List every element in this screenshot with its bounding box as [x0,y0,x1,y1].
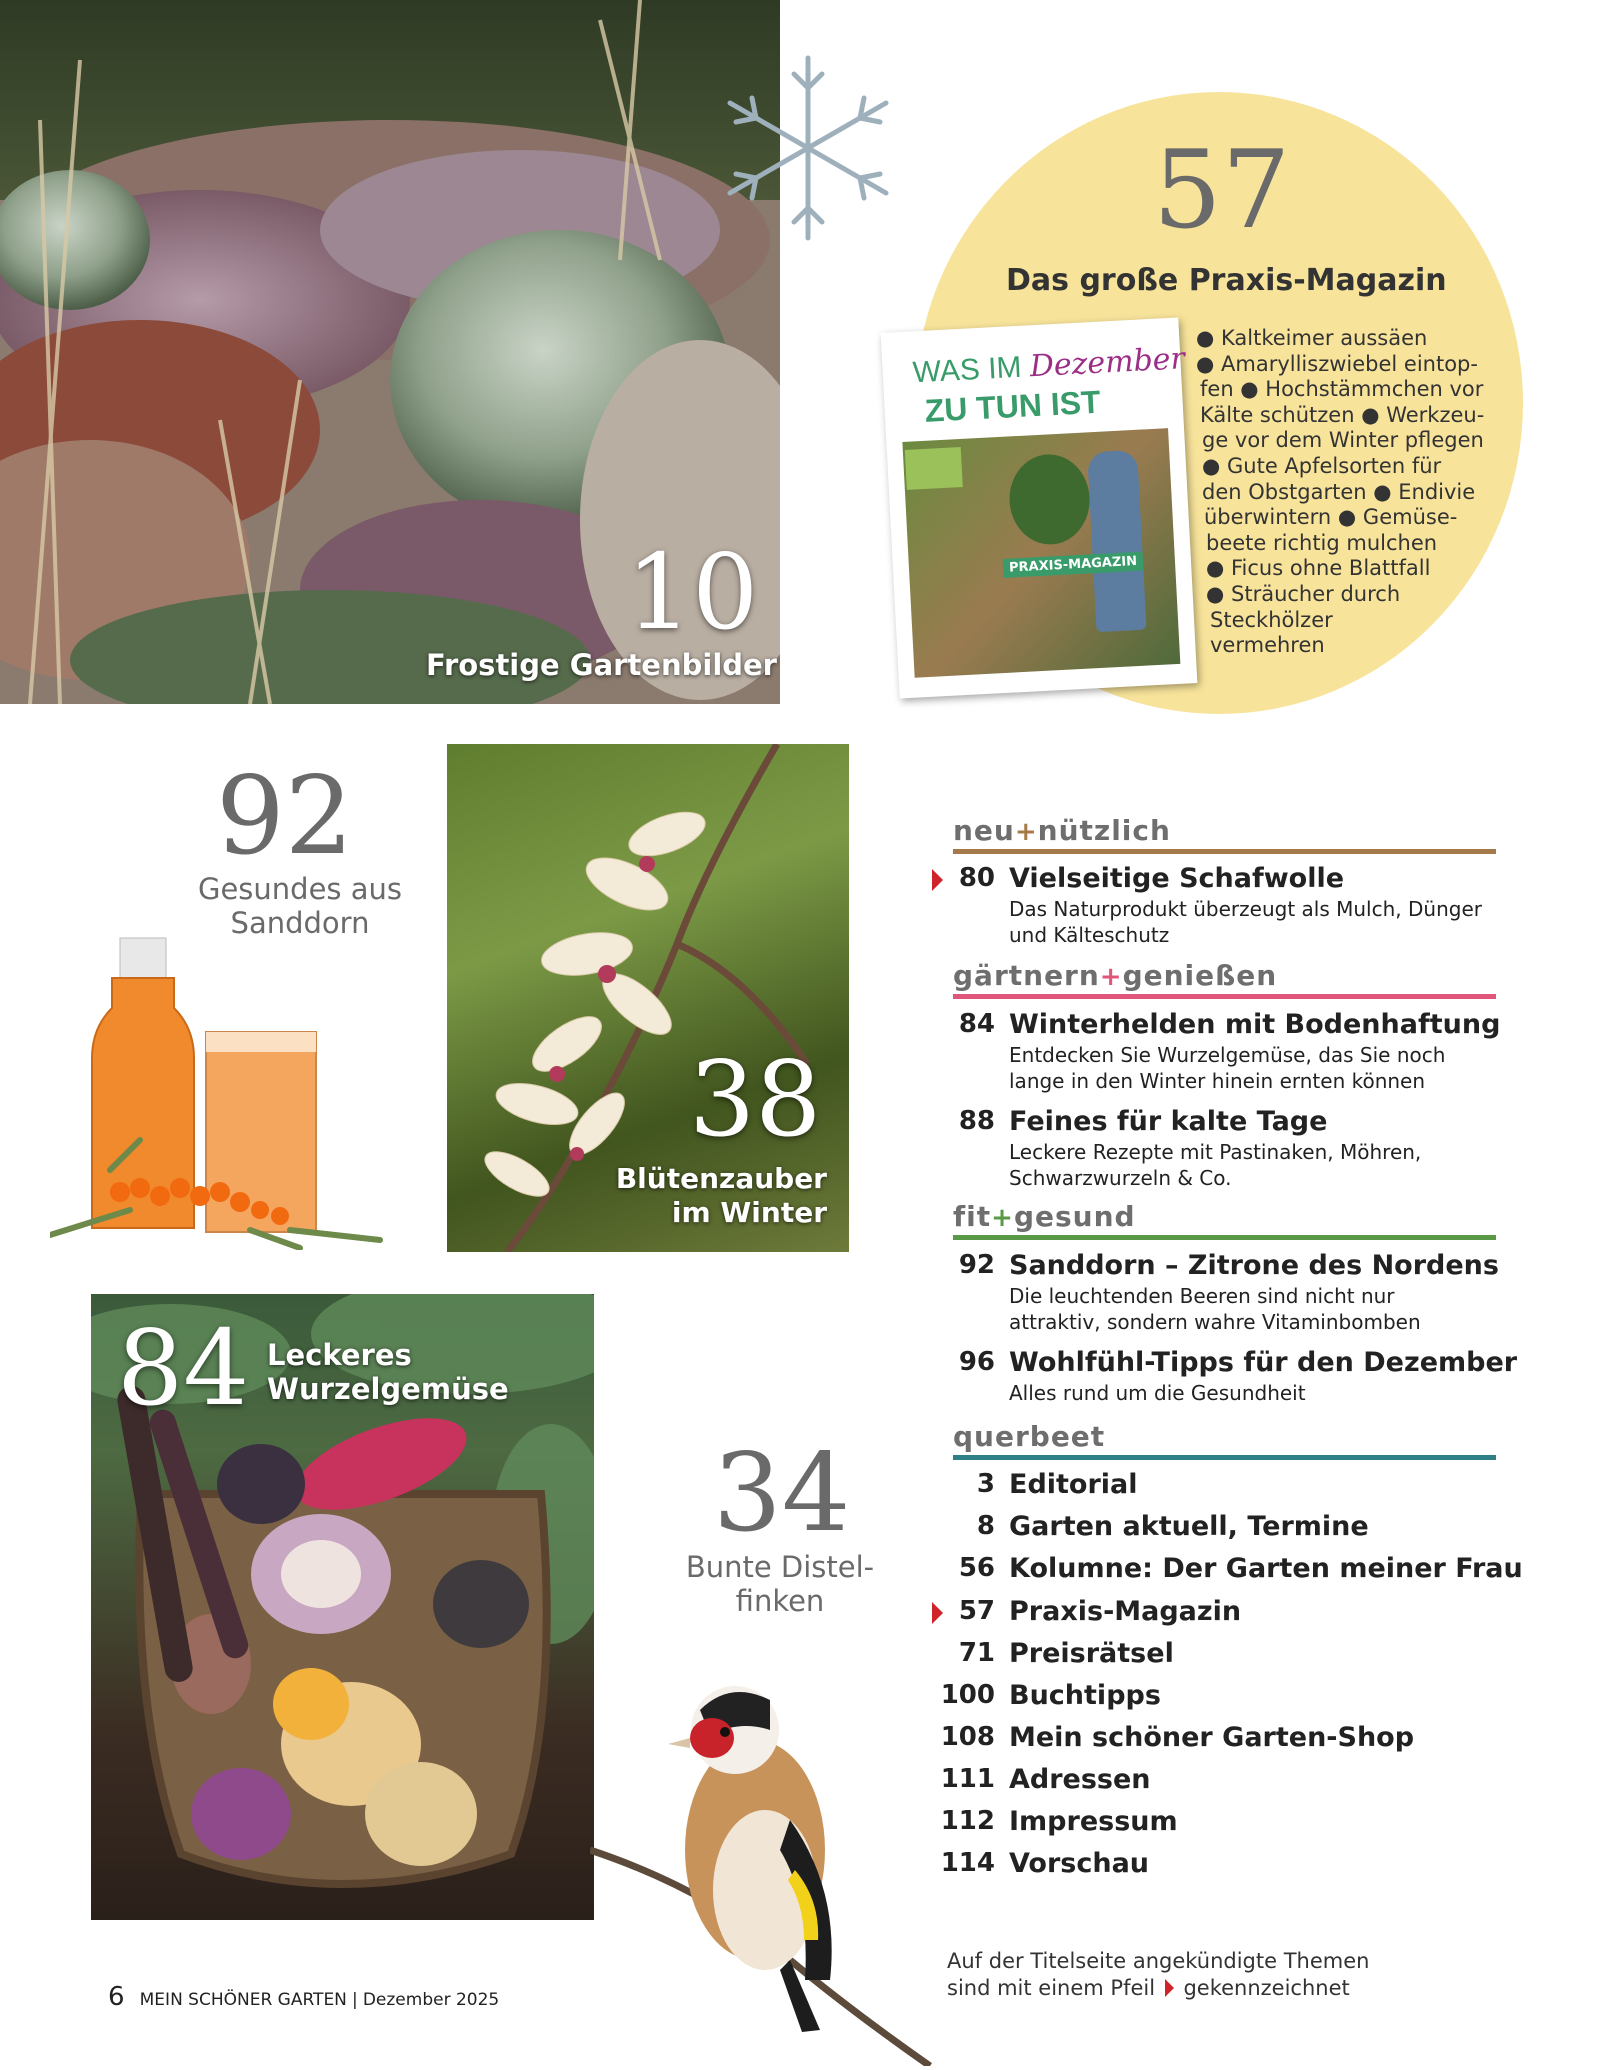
toc-entry-page: 92 [958,1250,995,1280]
toc-entry-page: 56 [958,1553,995,1583]
toc-entry-title: Vorschau [1009,1848,1150,1879]
frost-feature-caption: Frostige Gartenbilder [426,648,777,682]
toc-entry-57[interactable] [940,1596,1510,1630]
toc-entry-title: Vielseitige Schafwolle [1009,863,1345,894]
sanddorn-caption-line1: Gesundes aus [197,872,403,906]
page-number: 6 [108,1982,125,2012]
footer-separator: | [352,1990,358,2010]
praxis-bullet-line: ● Amarylliszwiebel eintop- [1196,351,1478,376]
praxis-bullet-line: beete richtig mulchen [1206,530,1438,555]
toc-entry-page: 88 [958,1106,995,1136]
section-title-plus: + [991,1203,1014,1233]
toc-entry-title: Preisrätsel [1009,1638,1174,1669]
toc-entry-description: Entdecken Sie Wurzelgemüse, das Sie noch lange in den Winter hinein ernten können [1009,1043,1446,1093]
praxis-bullet-line: überwintern ● Gemüse- [1204,505,1458,530]
goldfinch-feature-caption [660,1550,900,1618]
toc-entry-111[interactable] [940,1764,1510,1798]
section-title-part: gesund [1013,1200,1136,1233]
praxis-bullet-list [1196,326,1496,659]
toc-entry-page: 84 [958,1009,995,1039]
section-title-part: genießen [1122,959,1278,992]
praxis-feature-heading: Das große Praxis-Magazin [1006,263,1447,298]
toc-entry-8[interactable] [940,1511,1510,1545]
toc-entry-3[interactable] [940,1469,1510,1503]
cover-title-word-dezember: Dezember [1028,341,1186,385]
section-title-plus: + [1014,817,1038,847]
section-title [953,959,1496,992]
goldfinch-caption-line1: Bunte Distel- [685,1550,875,1584]
toc-entry-page: 111 [940,1764,995,1794]
praxis-bullet-line: den Obstgarten ● Endivie [1202,479,1476,504]
section-title [953,814,1496,847]
juice-bottle-illustration [50,930,390,1250]
section-title-part: gärtnern [953,959,1100,992]
toc-entry-56[interactable] [940,1553,1523,1587]
toc-entry-page: 57 [958,1596,995,1626]
sanddorn-feature-number: 92 [216,754,354,879]
toc-entry-80[interactable] [940,863,1510,947]
sanddorn-juice-photo[interactable] [50,930,390,1250]
toc-entry-page: 108 [940,1722,995,1752]
cover-title-line2: ZU TUN IST [923,383,1102,429]
blossom-caption-line2: im Winter [671,1196,827,1229]
toc-entry-description: Alles rund um die Gesundheit [1009,1381,1306,1405]
toc-entry-page: 80 [958,863,995,893]
praxis-bullet-line: ge vor dem Winter pflegen [1202,428,1484,453]
toc-entry-96[interactable] [940,1347,1518,1405]
root-vegetable-photo[interactable] [91,1294,594,1920]
toc-entry-title: Adressen [1009,1764,1151,1795]
toc-entry-description: Das Naturprodukt überzeugt als Mulch, Dünger und Kälteschutz [1009,897,1482,947]
section-header-gaertnern-geniessen [953,959,1496,999]
vegetable-feature-number: 84 [117,1307,250,1429]
toc-entry-title: Kolumne: Der Garten meiner Frau [1009,1553,1523,1584]
cover-topic-arrow-icon [1165,1979,1174,1997]
cover-photo-person [1087,450,1146,632]
cover-badge: PRAXIS-MAGAZIN [1003,552,1144,578]
toc-entry-title: Sanddorn – Zitrone des Nordens [1009,1250,1499,1281]
praxis-magazine-cover[interactable] [881,317,1198,698]
goldfinch-illustration [590,1660,950,2066]
toc-entry-page: 100 [940,1680,995,1710]
toc-entry-84[interactable] [940,1009,1510,1093]
cover-title-word-was-im: WAS IM [911,350,1023,390]
toc-entry-88[interactable] [940,1106,1510,1190]
vegetable-feature-caption [267,1338,509,1406]
toc-entry-page: 71 [958,1638,995,1668]
praxis-bullet-line: fen ● Hochstämmchen vor [1200,377,1484,402]
toc-entry-page: 96 [958,1347,995,1377]
goldfinch-caption-line2: finken [735,1584,825,1618]
praxis-bullet-line: ● Kaltkeimer aussäen [1196,326,1428,350]
section-header-fit-gesund [953,1200,1496,1240]
goldfinch-photo[interactable] [590,1660,950,2066]
frost-garden-photo[interactable] [0,0,780,704]
toc-entry-92[interactable] [940,1250,1510,1334]
toc-entry-description: Leckere Rezepte mit Pastinaken, Möhren, Schwarzwurzeln & Co. [1009,1140,1422,1190]
toc-entry-71[interactable] [940,1638,1510,1672]
praxis-bullet-line: ● Sträucher durch [1206,581,1401,606]
toc-entry-page: 114 [940,1848,995,1878]
toc-entry-114[interactable] [940,1848,1510,1882]
sanddorn-caption-line2: Sanddorn [230,906,370,940]
section-title: querbeet [953,1420,1106,1453]
blossom-feature-number: 38 [689,1038,822,1160]
toc-entry-108[interactable] [940,1722,1510,1756]
section-header-neu-nuetzlich [953,814,1496,854]
toc-entry-page: 112 [940,1806,995,1836]
cover-title-line1 [912,341,1186,390]
praxis-bullet-line: Steckhölzer [1210,607,1333,632]
toc-entry-title: Editorial [1009,1469,1138,1500]
toc-entry-page: 3 [976,1469,995,1499]
magazine-name: MEIN SCHÖNER GARTEN [139,1990,347,2010]
footnote-line2 [947,1975,1369,2002]
praxis-feature-number: 57 [1153,128,1291,253]
winter-blossom-photo[interactable] [447,744,849,1252]
issue-date: Dezember 2025 [362,1990,500,2010]
toc-entry-100[interactable] [940,1680,1510,1714]
snowflake-icon [708,48,908,248]
toc-entry-page: 8 [976,1511,995,1541]
section-divider [953,994,1496,999]
footnote-text: gekennzeichnet [1183,1976,1350,2000]
toc-entry-title: Garten aktuell, Termine [1009,1511,1369,1542]
blossom-caption-line1: Blütenzauber [615,1162,827,1195]
toc-entry-title: Wohlfühl-Tipps für den Dezember [1009,1347,1518,1378]
praxis-bullet-line: ● Gute Apfelsorten für [1202,453,1442,478]
praxis-bullet-line: vermehren [1210,633,1325,658]
toc-entry-title: Buchtipps [1009,1680,1161,1711]
page-footer [108,1982,499,2012]
toc-entry-description: Die leuchtenden Beeren sind nicht nur attraktiv, sondern wahre Vitaminbomben [1009,1284,1421,1334]
section-divider [953,849,1496,854]
cover-green-box [905,447,963,490]
cover-topic-footnote [947,1948,1369,2002]
section-title-part: nützlich [1037,814,1171,847]
praxis-bullet-line: Kälte schützen ● Werkzeu- [1200,402,1485,427]
vegetable-caption-line1: Leckeres [267,1338,412,1372]
toc-entry-112[interactable] [940,1806,1510,1840]
toc-entry-title: Praxis-Magazin [1009,1596,1242,1627]
section-divider [953,1235,1496,1240]
blossom-feature-caption [597,1162,827,1230]
vegetable-caption-line2: Wurzelgemüse [267,1372,509,1406]
section-header-querbeet [953,1420,1496,1460]
footnote-line1: Auf der Titelseite angekündigte Themen [947,1949,1370,1973]
praxis-bullet-line: ● Ficus ohne Blattfall [1206,556,1431,581]
goldfinch-feature-number: 34 [713,1431,851,1556]
section-divider [953,1455,1496,1460]
frost-feature-number: 10 [626,531,759,653]
toc-entry-title: Mein schöner Garten-Shop [1009,1722,1415,1753]
toc-entry-title: Winterhelden mit Bodenhaftung [1009,1009,1501,1040]
section-title-plus: + [1099,962,1123,992]
section-title-part: neu [953,814,1015,847]
toc-entry-title: Feines für kalte Tage [1009,1106,1328,1137]
section-title [953,1200,1496,1233]
section-title-part: fit [953,1200,992,1233]
toc-entry-title: Impressum [1009,1806,1178,1837]
footnote-text: sind mit einem Pfeil [947,1976,1156,2000]
